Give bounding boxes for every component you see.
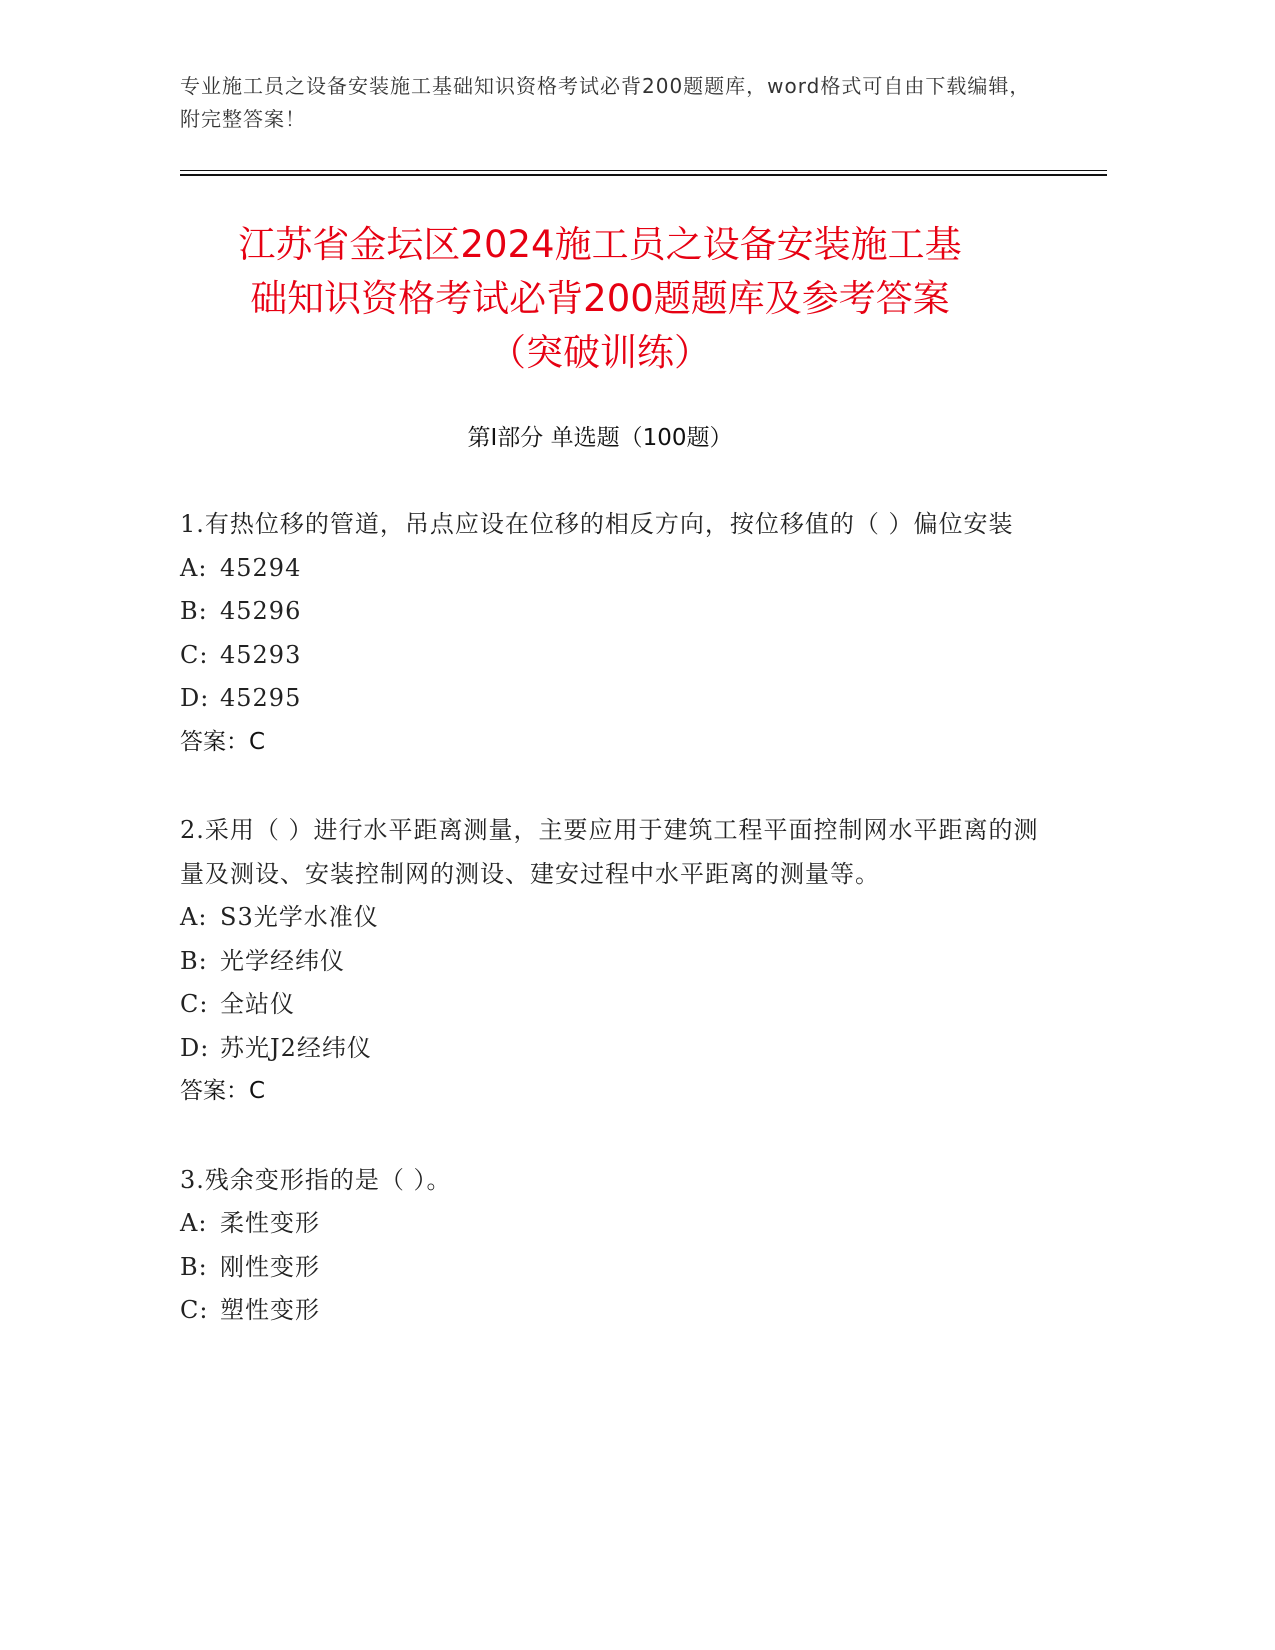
option-text: 刚性变形 — [220, 1252, 320, 1281]
answer-line: 答案：C — [180, 728, 266, 755]
option-a — [180, 1202, 1040, 1246]
question-stem: 3.残余变形指的是（ ）。 — [180, 1165, 452, 1194]
option-c — [180, 983, 1040, 1027]
option-letter: B: — [180, 1252, 208, 1281]
option-letter: D: — [180, 1033, 210, 1062]
question-list — [180, 503, 1040, 1378]
option-text: 柔性变形 — [220, 1209, 320, 1237]
answer-line: 答案：C — [180, 1078, 266, 1104]
option-letter: A: — [180, 553, 208, 582]
header-rule-thin — [180, 170, 1107, 171]
option-a — [180, 547, 1040, 591]
option-text: 45296 — [220, 597, 302, 625]
option-text: 光学经纬仪 — [220, 946, 345, 975]
title-line: 础知识资格考试必背200题题库及参考答案 — [250, 277, 950, 320]
header-rule-thick — [180, 174, 1107, 176]
document-title — [150, 218, 1050, 380]
option-a — [180, 896, 1040, 940]
question-stem: 2.采用（ ）进行水平距离测量，主要应用于建筑工程平面控制网水平距离的测量及测设、安装控制网的测设、建安过程中水平距离的测量等。 — [180, 816, 1039, 888]
option-text: 苏光J2经纬仪 — [220, 1033, 372, 1062]
section-heading: 第Ⅰ部分 单选题（100题） — [467, 425, 733, 451]
option-d — [180, 677, 1040, 721]
option-text: 45293 — [220, 640, 302, 669]
title-line: （突破训练） — [489, 331, 711, 374]
option-letter: C: — [180, 990, 209, 1018]
question-stem: 1.有热位移的管道，吊点应设在位移的相反方向，按位移值的（ ）偏位安装 — [180, 510, 1014, 538]
option-letter: C: — [180, 640, 209, 669]
option-b — [180, 1246, 1040, 1290]
header-note: 专业施工员之设备安装施工基础知识资格考试必背200题题库，word格式可自由下载编辑，附完整答案！ — [180, 74, 1031, 131]
question-3 — [180, 1159, 1040, 1333]
option-b — [180, 940, 1040, 984]
option-letter: A: — [180, 1209, 208, 1237]
title-line: 江苏省金坛区2024施工员之设备安装施工基 — [238, 223, 962, 266]
option-c — [180, 634, 1040, 678]
question-1 — [180, 503, 1040, 764]
option-text: 45294 — [220, 553, 302, 582]
option-letter: B: — [180, 597, 208, 625]
option-letter: C: — [180, 1296, 209, 1324]
option-text: 塑性变形 — [220, 1296, 320, 1324]
option-c — [180, 1289, 1040, 1333]
option-text: 全站仪 — [220, 990, 295, 1018]
option-letter: A: — [180, 903, 208, 931]
option-b — [180, 590, 1040, 634]
option-letter: B: — [180, 946, 208, 975]
option-d — [180, 1027, 1040, 1071]
option-letter: D: — [180, 684, 210, 712]
option-text: S3光学水准仪 — [220, 903, 379, 931]
question-2 — [180, 809, 1040, 1114]
option-text: 45295 — [220, 684, 302, 712]
